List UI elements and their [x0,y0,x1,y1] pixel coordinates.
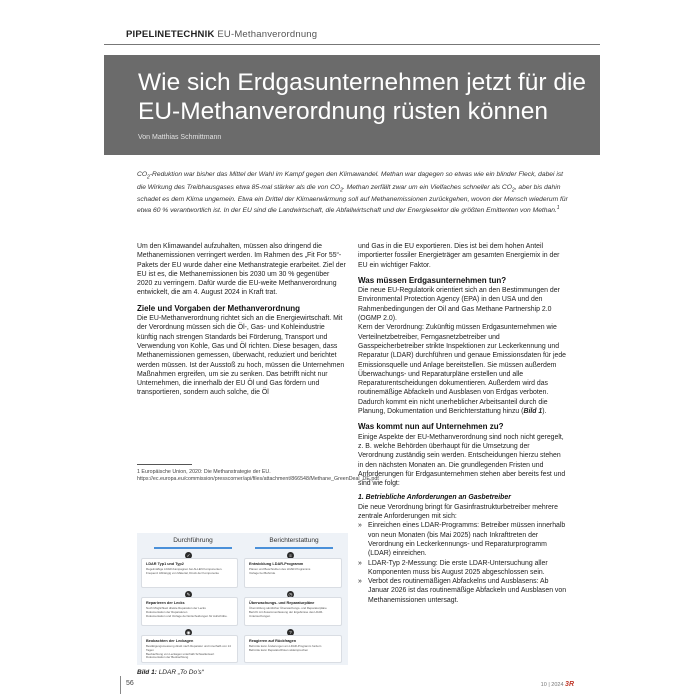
issue-footer [541,681,574,688]
list-item: » LDAR-Typ 2-Messung: Die erste LDAR-Untersuchung aller Komponenten muss bis August 2025 abgeschlossen sein. [358,559,567,578]
body-paragraph: Um den Klimawandel aufzuhalten, müssen also dringend die Methanemissionen verringert werden. Im Rahmen des „Fit For 55“-Pakets der EU wurde daher eine Methanstrategie erarbeitet. Ziel der EU ist es, die Methanemissionen bis 2030 um 30 % gegenüber 2020 zu verringern. Dafür wurde die EU-weite Methanverordnung entwickelt, die am 4. August 2024 in Kraft trat. [137,243,346,297]
subscript-2: 2 [340,186,343,193]
list-item: » Einreichen eines LDAR-Programms: Betreiber müssen innerhalb von neun Monaten (bis Mai 2025) nach Inkrafttreten der Verordnung ein Leckerkennungs- und Reparaturprogramm (LDAR) einreichen. [358,521,567,558]
footnote-ref: 1 [556,205,560,212]
figure-box-title: Reagieren auf Rückfragen [249,639,297,643]
page-number: 56 [126,680,134,687]
figure-box-line: Behörde kann Änderungen am LDAR-Programm fordern [249,644,322,648]
clipboard-icon: ✓ [186,553,191,558]
requirements-list [358,521,567,605]
stopwatch-icon: ◷ [288,592,293,597]
figure-box-line: Bericht mit Zusammenfassung der Ergebnisse des LDAR-Untersuchungen [249,609,324,618]
figure-box-line: Dokumentation der Beobachtung [146,655,189,660]
lead-co2: CO [137,171,148,178]
page-number-divider [120,676,121,694]
figure-caption [137,669,204,676]
subsection-name: EU-Methanverordnung [217,29,318,40]
body-paragraph: Die neue EU-Regulatorik orientiert sich an den Bestimmungen der Environmental Protection Agency (EPA) in den USA und den Rahmenbedingungen der Oil and Gas Methane Partnership 2.0 (OGMP 2.0). [358,287,560,323]
body-paragraph: Die EU-Methanverordnung richtet sich an die Energiewirtschaft. Mit der Verordnung müssen sich die Öl-, Gas- und Kohleindustrie künftig nach strengen Standards bei Förderung, Transport und Verwendung von Kohle, Gas und Öl richten. Diese besagen, dass Methanemissionen gemessen, überwacht, reduziert und berichtet werden müssen. Ist der Ausstoß zu hoch, müssen die Unternehmen Maßnahmen ergreifen, um sie zu senken. Das betrifft nicht nur Unternehmen, die innerhalb der EU Öl und Gas fördern und transportieren, sondern auch solche, die Öl [137,315,345,397]
figure-box-line: Bestätigungsmessung direkt nach Reparatur und innerhalb von 14 Tagen [146,644,231,652]
body-paragraph: Die neue Verordnung bringt für Gasinfrastrukturbetreiber mehrere zentrale Anforderungen mit sich: [358,503,558,521]
list-item: » Verbot des routinemäßigen Abfackelns und Ausblasens: Ab Januar 2026 ist das routinemäßige Abfackeln und Ausblasen von Methanemissionen untersagt. [358,577,567,605]
lead-text-1: -Reduktion war bisher das Mittel der Wahl im Kampf gegen den Klimawandel. Methan war dagegen so etwas wie ein blinder Fleck, dabei ist die Wirkung des Treibhausgases etwa 85-mal stärker als die von CO [137,171,564,191]
subscript-2: 2 [511,186,515,193]
figure-caption-label: Bild 1: [137,669,157,676]
figure-box-line: Übermittlung sämtlicher Überwachungs- und Reparaturpläne [249,606,327,610]
figure-box [244,558,342,588]
article-author: Von Matthias Schmittmann [138,134,222,141]
figure-box [244,597,342,626]
lead-paragraph [137,170,569,216]
figure-reference: Bild 1 [523,408,543,416]
figure-box-line: Behörde kann Reparaturfristen widersprechen [249,647,309,652]
wrench-icon: ✎ [186,592,191,597]
header-divider [104,44,600,45]
figure-column-heading: Durchführung [173,537,213,544]
figure-heading-underline [255,547,333,549]
figure-box-line: Planen und Beschreiben des LDAR-Programms [249,567,311,571]
figure-box [141,558,238,588]
question-icon: ? [287,629,294,636]
section-header [126,29,317,40]
figure-ldar-todos [137,533,348,665]
section-name: PIPELINETECHNIK [126,29,215,40]
figure-box-line: Regelmäßige LDAR-Kampagnen bei ALLEN Komponenten. [146,567,223,571]
footnote: 1 Europäische Union, 2020: Die Methanstrategie der EU. https://ec.europa.eu/commission/presscorner/api/files/attachment/866548/Methane_GreenDeal_DE.pdf [137,469,379,482]
figure-heading-underline [154,547,232,549]
lead-text-3: , aber bis dahin schadet es dem Klima ungemein. Etwa ein Drittel der Klimaerwärmung soll auf Methanemissionen zurückgehen, wovon der Mensch wiederum für etwa 60 % verantwortlich ist. In der EU sind die Landwirtschaft, die Abfallwirtschaft und der Energiesektor die größten Emittenten von Methan. [137,183,568,215]
figure-box-title: LDAR Typ1 und Typ2 [146,562,184,566]
footnote-divider [137,464,192,465]
subsection-heading: 1. Betriebliche Anforderungen an Gasbetreiber [358,494,511,502]
figure-box-line: Dokumentation der Reparaturen [146,609,188,614]
body-paragraph: und Gas in die EU exportieren. Dies ist bei dem hohen Anteil importierter fossiler Energieträger am gesamten Energiemix in der EU ein wichtiger Faktor. [358,243,560,269]
figure-box-title: Überwachungs- und Reparaturpläne [249,601,315,605]
column-right [358,242,567,605]
document-icon: ≡ [287,552,294,559]
figure-box-line: Noch Möglichkeit direkte Reparation der Lecks [146,606,206,610]
figure-box [141,635,238,663]
figure-column-heading: Berichterstattung [269,537,319,544]
subscript-2: 2 [147,174,150,181]
issue-date: 10 | 2024 [540,682,564,688]
figure-box-title: Reparieren der Lecks [146,601,185,605]
figure-box-title: Beobachten der Leckagen [146,639,194,643]
body-text: ). [542,408,547,416]
figure-box-title: Entwicklung LDAR-Programm [249,562,304,566]
eye-icon: ◉ [186,630,191,635]
journal-logo: 3R [565,681,574,688]
figure-caption-text: LDAR „To Do’s“ [158,669,204,676]
figure-box-line: Dokumentation und Vorlage der Entscheidungen für Aufschübe. [146,613,228,618]
article-title: Wie sich Erdgasunternehmen jetzt für die EU-Methanverordnung rüsten können [138,69,587,125]
figure-box-line: Beobachtung von Leckagen unterhalb Schwellenwert [146,651,215,656]
figure-box-line: Vorlage bei Behörde [249,570,276,575]
section-heading: Was kommt nun auf Unternehmen zu? [358,422,504,432]
section-heading: Ziele und Vorgaben der Methanverordnung [137,303,300,313]
figure-box [244,635,342,663]
column-left [137,242,346,398]
figure-box-line: Frequenz Abhängig von Material, Druck der Komponente [146,570,219,575]
body-paragraph: Einige Aspekte der EU-Methanverordnung sind noch nicht geregelt, z. B. welche Behörden überhaupt für die Umsetzung der Verordnung zuständig sein werden. Entscheidungen hierzu stehen in den nächsten Monaten an. Die grundlegenden Fristen und Anforderungen für Erdgasunternehmen stehen aber bereits fest und sind wie folgt: [358,433,566,488]
body-text: Kern der Verordnung: Zukünftig müssen Erdgasunternehmen wie Verteilnetzbetreiber, Ferngasnetzbetreiber und Gasspeicherbetreiber strikte Inspektionen zur Leckerkennung und Reparatur (LDAR) durchführen und genaue Emissionsdaten für jede Emissionsquelle und Anlage bereitstellen. Sie müssen außerdem Überwachungs- und Reparaturpläne erstellen und alle Reparaturentscheidungen dokumentieren. Außerdem wird das routinemäßige Abfackeln und Ausblasen von Erdgas verboten. Dadurch kommt ein nicht unerheblicher Arbeitsanteil durch die Planung, Dokumentation und Berichterstattung hinzu ( [358,324,566,416]
section-heading: Was müssen Erdgasunternehmen tun? [358,275,507,285]
lead-text-2: . Methan zerfällt zwar um ein Vielfaches schneller als CO [342,183,512,191]
body-paragraph [358,323,567,416]
title-banner [104,55,600,155]
figure-box [141,597,238,626]
